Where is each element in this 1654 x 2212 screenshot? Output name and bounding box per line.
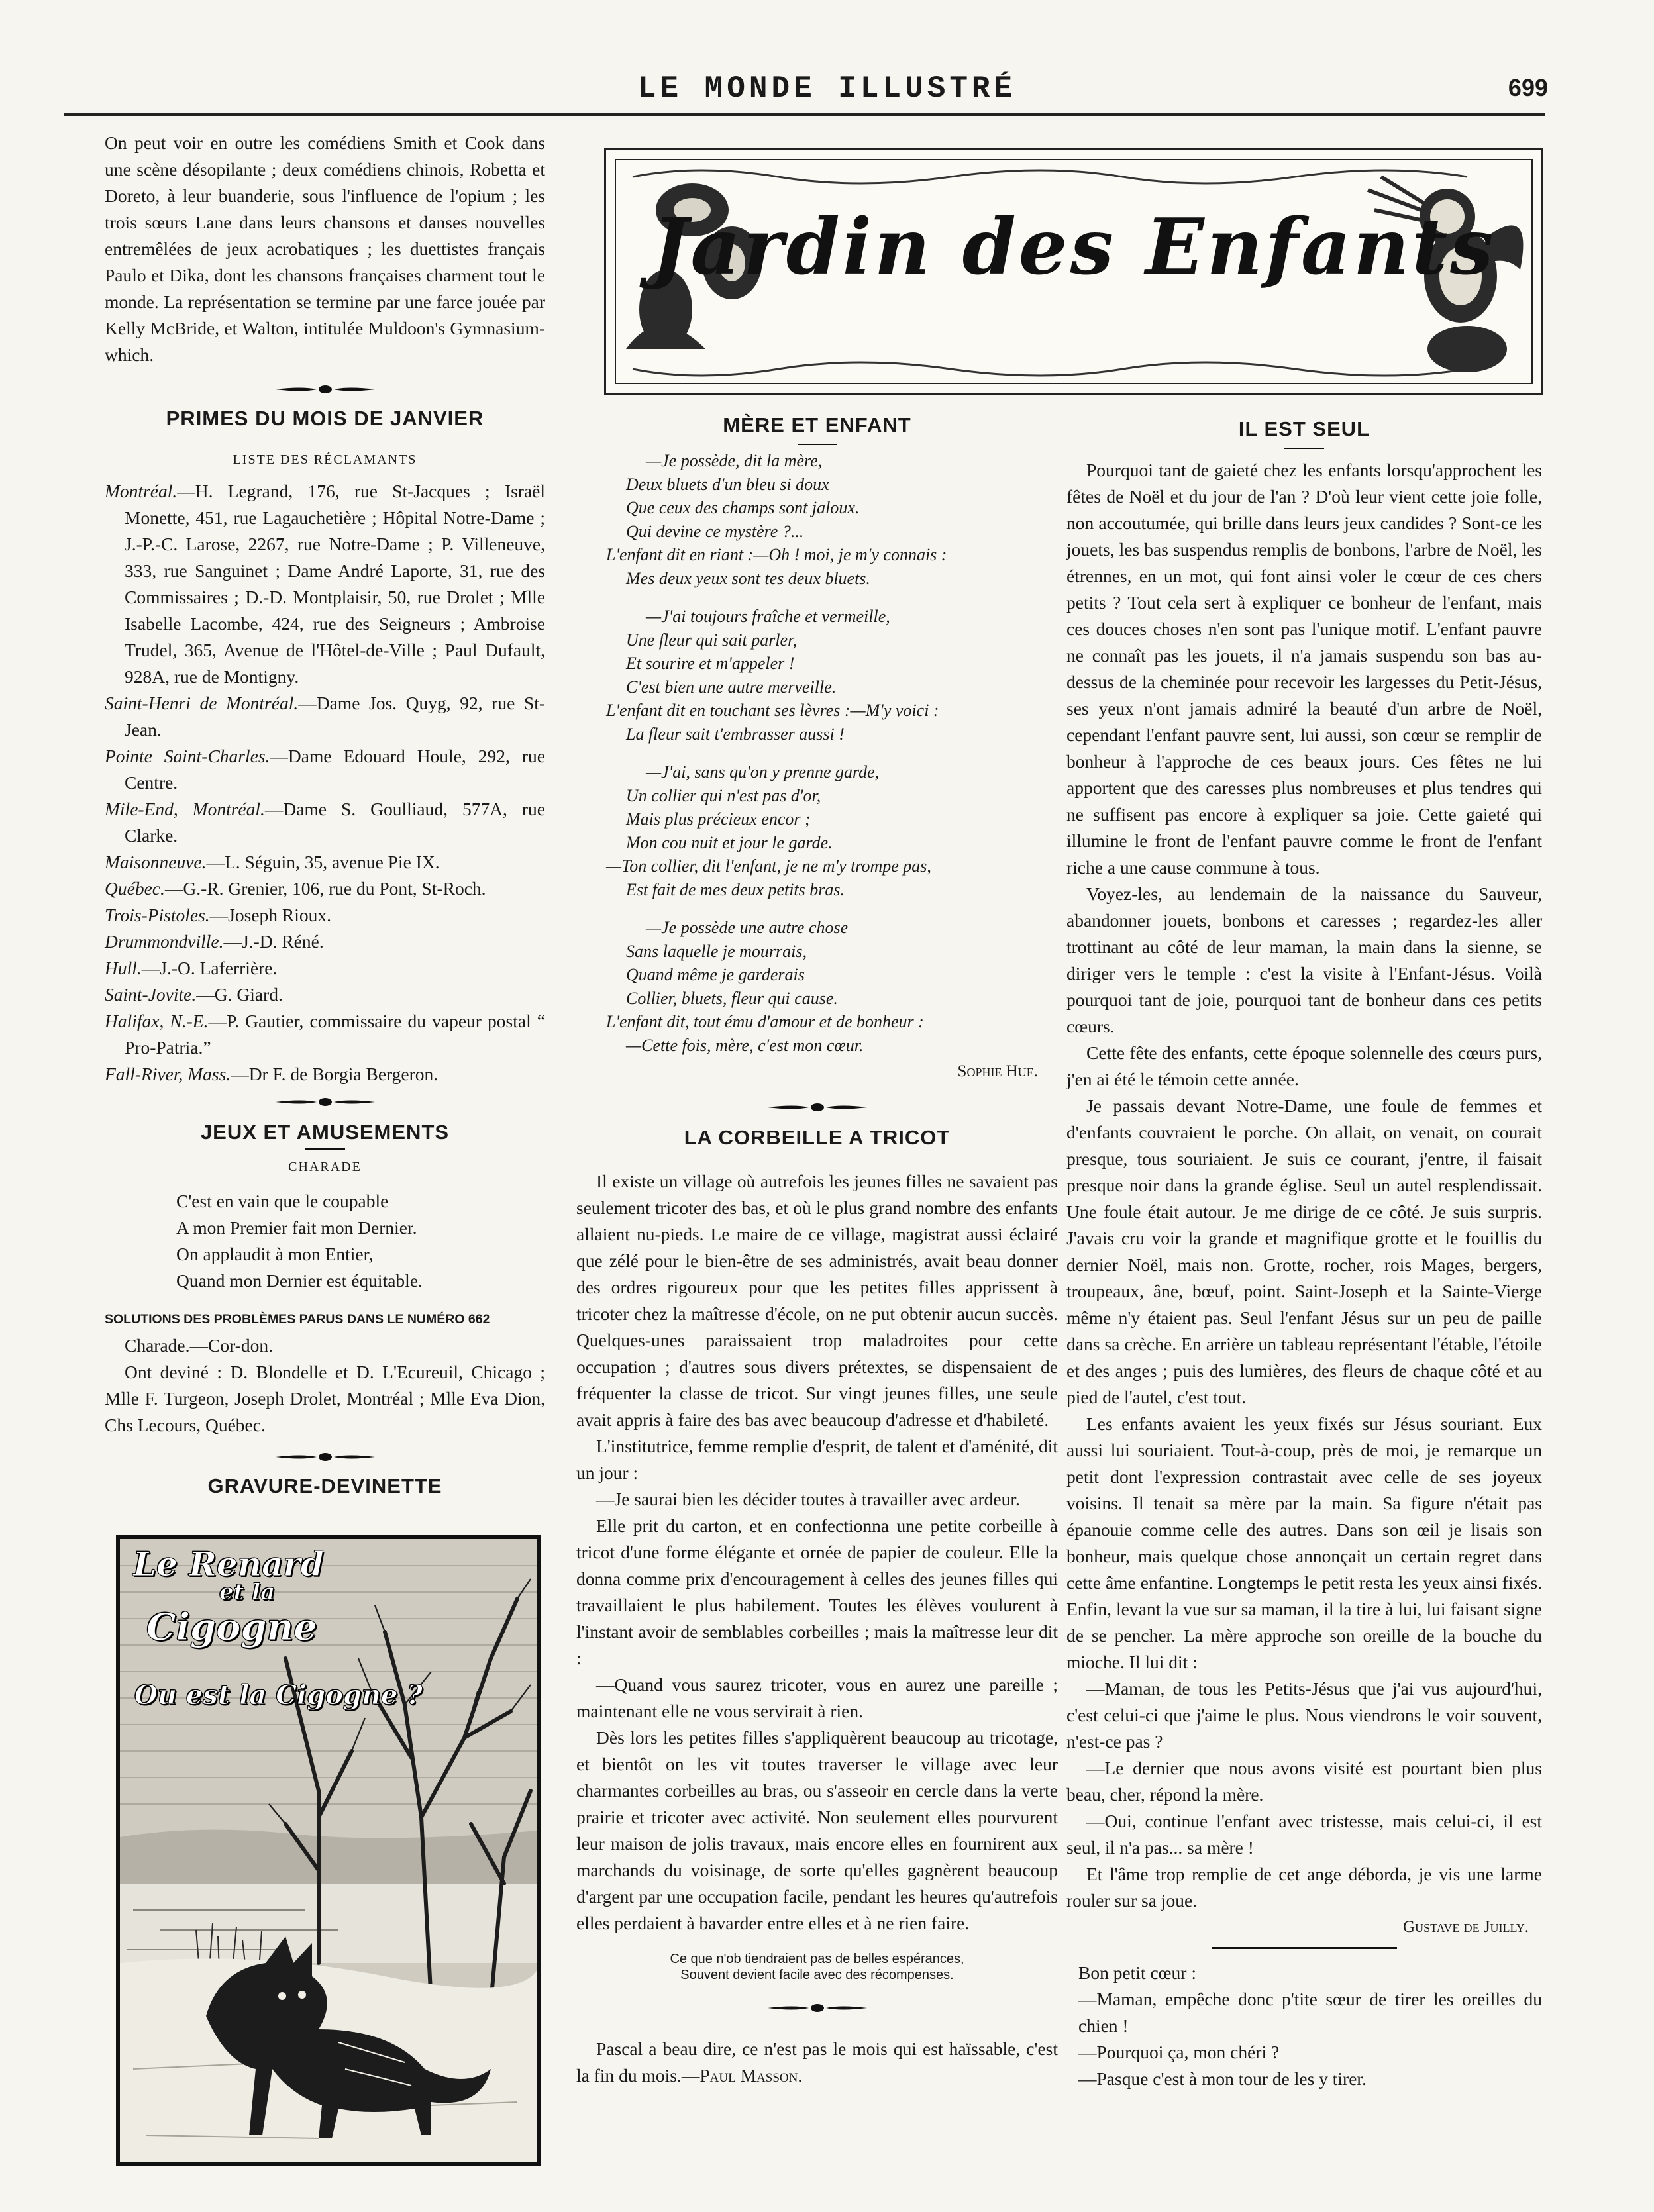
poem-line: C'est bien une autre merveille. xyxy=(626,677,837,697)
header-rule xyxy=(64,113,1545,116)
claimant-names: —J.-O. Laferrière. xyxy=(141,958,278,978)
charade-label: CHARADE xyxy=(288,1160,362,1174)
seul-signature: Gustave de Juilly. xyxy=(1403,1918,1529,1936)
column-right xyxy=(1066,416,1542,2092)
claimant-place: Saint-Henri de Montréal. xyxy=(105,693,299,713)
column-middle xyxy=(576,412,1058,2089)
poem-line: L'enfant dit en riant :—Oh ! moi, je m'y connais : xyxy=(606,545,947,564)
seul-heading: IL EST SEUL xyxy=(1238,417,1370,440)
maxim-line-2: Souvent devient facile avec des récompenses. xyxy=(680,1968,954,1982)
claimant-entry xyxy=(105,478,545,690)
story-paragraph: L'institutrice, femme remplie d'esprit, de talent et d'aménité, dit un jour : xyxy=(576,1436,1058,1483)
maxim-line-1: Ce que n'ob tiendraient pas de belles espérances, xyxy=(670,1952,964,1966)
claimant-entry xyxy=(105,955,545,981)
pascal-author: —Paul Masson. xyxy=(681,2065,803,2086)
charade-verse xyxy=(105,1188,545,1294)
claimant-place: Trois-Pistoles. xyxy=(105,905,210,925)
claimant-entry xyxy=(105,796,545,849)
poem-line xyxy=(606,746,1058,760)
poem-line: Et sourire et m'appeler ! xyxy=(626,654,795,673)
anecdote-line: Bon petit cœur : xyxy=(1078,1962,1196,1983)
claimant-place: Québec. xyxy=(105,878,165,899)
solutions-charade: Charade.—Cor-don. xyxy=(125,1335,273,1356)
story-paragraph: —Maman, de tous les Petits-Jésus que j'ai vus aujourd'hui, c'est celui-ci que j'aime le plus. Nous viendrons le voir souvent, n'est-ce pas ? xyxy=(1066,1678,1542,1752)
claimant-entry xyxy=(105,690,545,743)
story-paragraph: Voyez-les, au lendemain de la naissance du Sauveur, abandonner jouets, bonbons et caresses ; regardez-les aller trottinant au côté de leur maman, la main dans la sienne, se diriger vers le temple : c'est la visite à l'Enfant-Jésus. Voilà pourquoi tant de joie, pourquoi tant de bonheur dans ces petits cœurs. xyxy=(1066,883,1542,1036)
anecdote-line: —Maman, empêche donc p'tite sœur de tirer les oreilles du chien ! xyxy=(1078,1989,1542,2036)
claimant-entry xyxy=(105,876,545,902)
poem-line: Est fait de mes deux petits bras. xyxy=(626,880,845,899)
liste-heading: LISTE DES RÉCLAMANTS xyxy=(233,452,417,467)
claimant-entry xyxy=(105,743,545,796)
poem-line: Collier, bluets, fleur qui cause. xyxy=(626,988,838,1008)
claimant-place: Mile-End, Montréal. xyxy=(105,799,265,819)
story-paragraph: —Oui, continue l'enfant avec tristesse, mais celui-ci, il est seul, il n'a pas... sa mère ! xyxy=(1066,1811,1542,1858)
poem-line: —J'ai toujours fraîche et vermeille, xyxy=(646,607,890,626)
engraving-title-renard: Le Renard xyxy=(133,1544,324,1584)
claimant-names: —Joseph Rioux. xyxy=(209,905,332,925)
primes-heading: PRIMES DU MOIS DE JANVIER xyxy=(166,407,484,430)
charade-line: A mon Premier fait mon Dernier. xyxy=(176,1217,417,1238)
claimant-names: —Dr F. de Borgia Bergeron. xyxy=(231,1064,439,1084)
engraving-title-et-la: et la xyxy=(219,1579,276,1605)
poem-line: —Je possède, dit la mère, xyxy=(646,451,823,470)
poem-line: —Cette fois, mère, c'est mon cœur. xyxy=(626,1035,864,1055)
claimants-list xyxy=(105,478,545,1087)
claimant-place: Halifax, N.-E. xyxy=(105,1011,209,1031)
poem-line: Mais plus précieux encor ; xyxy=(626,809,811,829)
poem-heading: MÈRE ET ENFANT xyxy=(723,413,911,436)
claimant-names: —P. Gautier, commissaire du vapeur postal “ Pro-Patria.” xyxy=(125,1011,545,1058)
ornament-divider xyxy=(576,1099,1058,1115)
poem-line: Une fleur qui sait parler, xyxy=(626,630,797,650)
claimant-place: Hull. xyxy=(105,958,142,978)
story-paragraph: Et l'âme trop remplie de cet ange déborda, je vis une larme rouler sur sa joue. xyxy=(1066,1864,1542,1911)
solutions-guessed: Ont deviné : D. Blondelle et D. L'Ecureuil, Chicago ; Mlle F. Turgeon, Joseph Drolet, Montréal ; Mlle Eva Dion, Chs Lecours, Québec. xyxy=(105,1362,545,1435)
poem-signature: Sophie Hue. xyxy=(957,1062,1038,1080)
poem-line: —Je possède une autre chose xyxy=(646,918,849,937)
claimant-place: Pointe Saint-Charles. xyxy=(105,746,270,766)
story-paragraph: —Le dernier que nous avons visité est pourtant bien plus beau, cher, répond la mère. xyxy=(1066,1758,1542,1805)
story-paragraph: Les enfants avaient les yeux fixés sur Jésus souriant. Eux aussi lui souriaient. Tout-à-coup, près de moi, je remarque un petit dont l'expression contrastait avec celle de ses joyeux voisins. Il tenait sa mère par la main. Sa figure n'était pas épanouie comme celle des autres. Dans son œil je lisais son bonheur, mais quelque chose annonçait un certain regret dans cette âme enfantine. Longtemps le petit resta les yeux ainsi fixés. Enfin, levant la vue sur sa maman, il la tire à lui, lui faisant signe de se pencher. La mère approche son oreille de la bouche du mioche. Il lui dit : xyxy=(1066,1413,1542,1672)
ornament-divider xyxy=(105,1094,545,1110)
charade-line: Quand mon Dernier est équitable. xyxy=(176,1270,423,1291)
claimant-entry xyxy=(105,902,545,929)
pascal-quote xyxy=(576,2036,1058,2089)
claimant-place: Fall-River, Mass. xyxy=(105,1064,231,1084)
solutions-heading: SOLUTIONS DES PROBLÈMES PARUS DANS LE NUMÉRO 662 xyxy=(105,1312,490,1327)
ornament-divider xyxy=(576,2000,1058,2016)
claimant-entry xyxy=(105,1008,545,1061)
poem-line: La fleur sait t'embrasser aussi ! xyxy=(626,724,845,744)
poem-line: L'enfant dit, tout ému d'amour et de bonheur : xyxy=(606,1012,924,1031)
page-number: 699 xyxy=(1508,74,1548,101)
poem-line: Que ceux des champs sont jaloux. xyxy=(626,498,860,517)
poem-line: —J'ai, sans qu'on y prenne garde, xyxy=(646,762,880,781)
masthead-title: LE MONDE ILLUSTRÉ xyxy=(637,72,1017,106)
story-paragraph: Elle prit du carton, et en confectionna une petite corbeille à tricot d'une forme élégante et ornée de papier de couleur. Elle la donna comme prix d'encouragement à celles des jeunes filles qui travaillaient le plus habilement. Toutes les élèves voulurent à l'instant avoir de semblables corbeilles ; mais la maîtresse leur dit : xyxy=(576,1515,1058,1668)
seul-story xyxy=(1066,457,1542,1914)
poem-line: —Ton collier, dit l'enfant, je ne m'y trompe pas, xyxy=(606,856,931,876)
short-rule xyxy=(305,1148,345,1150)
poem-line: Sans laquelle je mourrais, xyxy=(626,941,807,961)
claimant-names: —J.-D. Réné. xyxy=(223,931,324,952)
story-paragraph: —Je saurai bien les décider toutes à travailler avec ardeur. xyxy=(596,1489,1020,1509)
claimant-place: Maisonneuve. xyxy=(105,852,207,872)
poem-line xyxy=(606,901,1058,916)
corbeille-heading: LA CORBEILLE A TRICOT xyxy=(684,1126,951,1149)
short-rule xyxy=(1284,448,1324,449)
puzzle-engraving xyxy=(116,1535,541,2166)
poem-line: Un collier qui n'est pas d'or, xyxy=(626,785,821,805)
claimant-names: —G. Giard. xyxy=(196,984,283,1005)
claimant-place: Saint-Jovite. xyxy=(105,984,197,1005)
claimant-place: Montréal. xyxy=(105,481,178,501)
claimant-names: —Dame S. Goulliaud, 577A, rue Clarke. xyxy=(125,799,545,846)
claimant-names: —Dame Edouard Houle, 292, rue Centre. xyxy=(125,746,545,793)
anecdote-line: —Pasque c'est à mon tour de les y tirer. xyxy=(1078,2068,1367,2089)
short-rule xyxy=(798,444,837,445)
poem-line xyxy=(606,590,1058,605)
section-rule xyxy=(1212,1947,1397,1949)
claimant-entry xyxy=(105,849,545,876)
claimant-names: —Dame Jos. Quyg, 92, rue St-Jean. xyxy=(125,693,545,740)
closing-anecdote xyxy=(1066,1960,1542,2092)
story-paragraph: Il existe un village où autrefois les jeunes filles ne savaient pas seulement tricoter des bas, et où le plus grand nombre des enfants allaient nu-pieds. Le maire de ce village, magistrat aussi éclairé que zélé pour le bien-être de ses administrés, avait beau donner des ordres rigoureux pour que les petites filles apprissent à tricoter chez la maîtresse d'école, on ne put obtenir aucun succès. Quelques-unes paraissaient trop maladroites pour cette occupation ; d'autres sous divers prétextes, se dispensaient de fréquenter la classe de tricot. Sur vingt jeunes filles, une seule avait appris à faire des bas avec beaucoup d'adresse et d'habileté. xyxy=(576,1171,1058,1430)
claimant-place: Drummondville. xyxy=(105,931,224,952)
story-paragraph: Dès lors les petites filles s'appliquèrent beaucoup au tricotage, et bientôt on les vit toutes traverser le village avec leur charmantes corbeilles au bras, ou s'asseoir en cercle dans la verte prairie et tricoter avec activité. Non seulement elles pourvurent leur maison de jolis travaux, mais encore elles en fournirent aux marchands du voisinage, de sorte qu'elles gagnèrent beaucoup d'argent par une occupation facile, pendant les heures qu'autrefois elles perdaient à bavarder entre elles et à ne rien faire. xyxy=(576,1727,1058,1933)
poem-line: Quand même je garderais xyxy=(626,965,805,984)
story-paragraph: Je passais devant Notre-Dame, une foule de femmes et d'enfants couvraient le porche. On allait, on venait, on courait presque, tous souriaient. Je suis ce courant, j'entre, il faisait presque noir dans la grande église. Seul un autel resplendissait. Une foule était autour. Je me dirige de ce côté. Je suis surpris. J'avais cru voir la grande et magnifique grotte et le fouillis du dernier Noël, mais non. Grotte, rocher, rois Mages, bergers, troupeaux, âne, bœuf, point. Saint-Joseph et la Sainte-Vierge même n'y étaient pas. Seul l'enfant Jésus sur un peu de paille dans sa crèche. En arrière un tableau représentant l'étable, l'étoile et des anges ; puis des lumières, des fleurs de chaque côté et au pied de l'autel, c'est tout. xyxy=(1066,1095,1542,1407)
poem-line: L'enfant dit en touchant ses lèvres :—M'y voici : xyxy=(606,701,939,720)
engraving-question: Ou est la Cigogne ? xyxy=(134,1680,423,1711)
engraving-title-cigogne: Cigogne xyxy=(146,1605,317,1649)
ornament-divider xyxy=(105,1449,545,1465)
banner-title: Jardin des Enfants xyxy=(651,202,1496,292)
poem-verse xyxy=(576,449,1058,1057)
gravure-heading: GRAVURE-DEVINETTE xyxy=(207,1474,442,1497)
claimant-names: —L. Séguin, 35, avenue Pie IX. xyxy=(206,852,440,872)
jardin-banner xyxy=(604,148,1543,395)
claimant-entry xyxy=(105,1061,545,1087)
column-left xyxy=(105,130,545,1499)
charade-line: C'est en vain que le coupable xyxy=(176,1191,389,1211)
corbeille-story xyxy=(576,1168,1058,1936)
poem-line: Deux bluets d'un bleu si doux xyxy=(626,474,829,494)
story-paragraph: Pourquoi tant de gaieté chez les enfants lorsqu'approchent les fêtes de Noël et du jour de l'an ? D'où leur vient cette joie folle, non accoutumée, qui brille dans leurs jeux candides ? Sont-ce les jouets, les bas suspendus remplis de bonbons, l'arbre de Noël, les étrennes, en un mot, qui font ainsi voler le cœur de ces chers petits ? Tout cela sert à expliquer ce bonheur de l'enfant, mais ces douces choses n'en sont pas l'unique motif. L'enfant pauvre ne connaît pas les jouets, il n'a jamais suspendu son bas au-dessus de la cheminée pour recevoir les largesses du Petit-Jésus, ses yeux n'ont jamais admiré la beauté d'un arbre de Noël, cependant l'enfant pauvre sent, lui aussi, son cœur se remplir de bonheur à l'approche de ces beaux jours. Ces fêtes ne lui apportent que des caresses plus nombreuses et plus tendres qui ne suffisent pas encore à expliquer sa joie. Cette gaieté qui illumine le front de l'enfant pauvre comme le front de l'enfant riche a une cause commune à tous. xyxy=(1066,460,1542,878)
poem-line: Mes deux yeux sont tes deux bluets. xyxy=(626,568,870,588)
story-paragraph: Cette fête des enfants, cette époque solennelle des cœurs purs, j'en ai été le témoin cette année. xyxy=(1066,1042,1542,1089)
jeux-heading: JEUX ET AMUSEMENTS xyxy=(200,1121,450,1144)
claimant-names: —G.-R. Grenier, 106, rue du Pont, St-Roch. xyxy=(164,878,486,899)
claimant-names: —H. Legrand, 176, rue St-Jacques ; Israël Monette, 451, rue Lagauchetière ; Hôpital Notre-Dame ; J.-P.-C. Larose, 2267, rue Notre-Dame ; P. Villeneuve, 333, rue Sanguinet ; Dame André Laporte, 31, rue des Commissaires ; D.-D. Montplaisir, 50, rue Drolet ; Mlle Isabelle Lacombe, 424, rue des Seigneurs ; Ambroise Trudel, 365, Avenue de l'Hôtel-de-Ville ; Paul Dufault, 928A, rue de Montigny. xyxy=(125,481,545,687)
ornament-divider xyxy=(105,381,545,397)
anecdote-line: —Pourquoi ça, mon chéri ? xyxy=(1078,2042,1280,2062)
claimant-entry xyxy=(105,981,545,1008)
poem-line: Mon cou nuit et jour le garde. xyxy=(626,832,833,852)
charade-line: On applaudit à mon Entier, xyxy=(176,1244,374,1264)
intro-paragraph: On peut voir en outre les comédiens Smith et Cook dans une scène désopilante ; deux comédiens chinois, Robetta et Doreto, à leur buanderie, sous l'influence de l'opium ; les trois sœurs Lane dans leurs chansons et danses nouvelles entremêlées de jeux acrobatiques ; les duettistes français Paulo et Dika, dont les chansons françaises charment tout le monde. La représentation se termine par une farce jouée par Kelly McBride, et Walton, intitulée Muldoon's Gymnasium-which. xyxy=(105,132,545,365)
poem-line: Qui devine ce mystère ?... xyxy=(626,521,804,541)
story-paragraph: —Quand vous saurez tricoter, vous en aurez une pareille ; maintenant elle ne vous servirait à rien. xyxy=(576,1674,1058,1721)
pascal-text: Pascal a beau dire, ce n'est pas le mois qui est haïssable, c'est la fin du mois. xyxy=(576,2038,1058,2086)
claimant-entry xyxy=(105,929,545,955)
